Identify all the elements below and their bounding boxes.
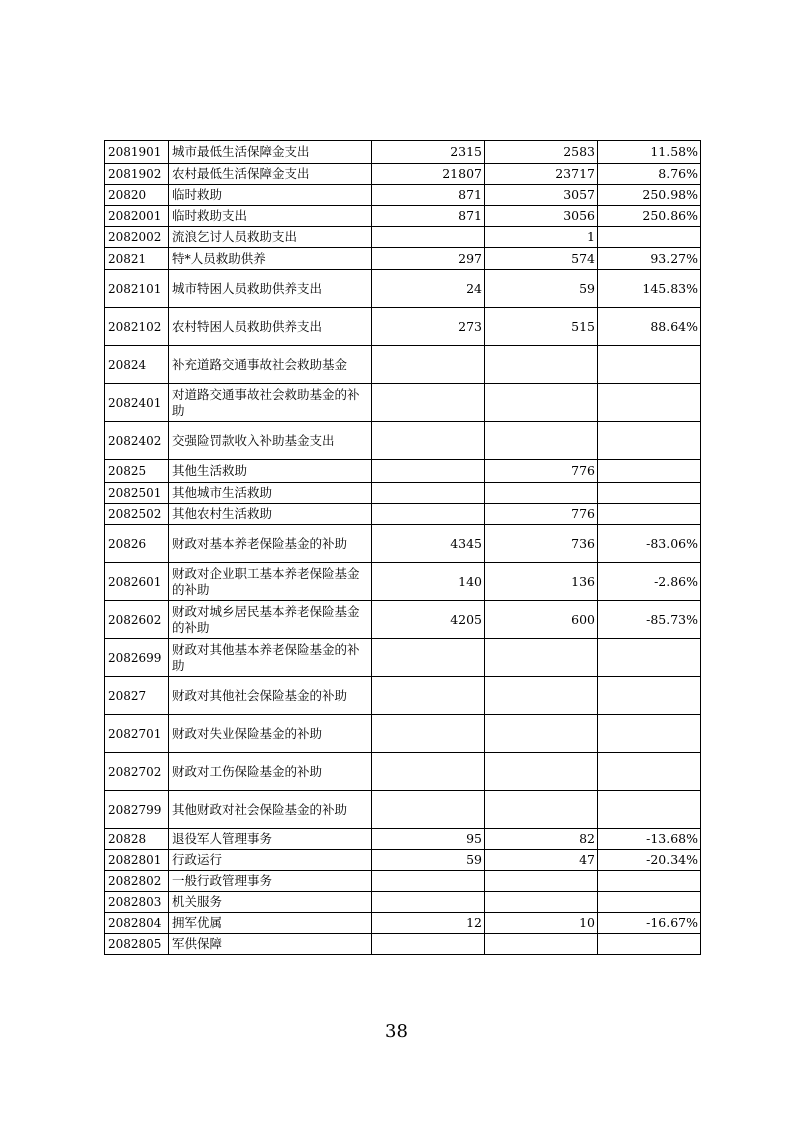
row-name: 城市特困人员救助供养支出 [169,270,372,308]
row-value-current: 82 [485,829,598,850]
row-value-current [485,677,598,715]
table-row [105,346,701,384]
table-row [105,677,701,715]
row-code: 2082101 [105,270,169,308]
row-value-prior: 21807 [372,164,485,185]
row-code: 2082102 [105,308,169,346]
row-change-pct: -2.86% [598,563,701,601]
row-change-pct [598,384,701,422]
page-number: 38 [385,1021,408,1042]
row-name: 财政对工伤保险基金的补助 [169,753,372,791]
row-code: 20820 [105,185,169,206]
row-change-pct [598,791,701,829]
row-code: 2082805 [105,934,169,955]
row-value-prior [372,346,485,384]
row-name: 财政对其他社会保险基金的补助 [169,677,372,715]
row-value-prior: 24 [372,270,485,308]
budget-table-body [105,141,701,955]
row-change-pct: -83.06% [598,525,701,563]
row-code: 2082502 [105,504,169,525]
row-code: 2082701 [105,715,169,753]
row-value-prior: 12 [372,913,485,934]
row-value-prior [372,504,485,525]
row-change-pct: 145.83% [598,270,701,308]
row-value-prior [372,384,485,422]
table-row [105,892,701,913]
row-value-prior: 4205 [372,601,485,639]
row-code: 2081901 [105,141,169,164]
row-name: 行政运行 [169,850,372,871]
row-value-current: 47 [485,850,598,871]
row-change-pct: 250.98% [598,185,701,206]
row-name: 城市最低生活保障金支出 [169,141,372,164]
row-value-current: 776 [485,504,598,525]
row-change-pct [598,460,701,483]
row-change-pct: 250.86% [598,206,701,227]
row-code: 2082801 [105,850,169,871]
row-value-current [485,346,598,384]
row-value-current [485,934,598,955]
table-row [105,639,701,677]
row-name: 一般行政管理事务 [169,871,372,892]
table-row [105,913,701,934]
row-value-current: 59 [485,270,598,308]
table-row [105,934,701,955]
row-change-pct [598,227,701,248]
row-name: 流浪乞讨人员救助支出 [169,227,372,248]
row-code: 20824 [105,346,169,384]
row-value-prior: 4345 [372,525,485,563]
table-row [105,715,701,753]
table-row [105,504,701,525]
row-change-pct [598,422,701,460]
row-value-current: 515 [485,308,598,346]
row-code: 2082501 [105,483,169,504]
row-value-prior [372,892,485,913]
row-change-pct: -20.34% [598,850,701,871]
row-value-prior [372,753,485,791]
row-name: 拥军优属 [169,913,372,934]
row-name: 机关服务 [169,892,372,913]
row-code: 20827 [105,677,169,715]
row-value-prior [372,639,485,677]
row-code: 2082799 [105,791,169,829]
row-code: 20826 [105,525,169,563]
row-code: 2081902 [105,164,169,185]
table-row [105,753,701,791]
row-value-current [485,384,598,422]
table-row [105,483,701,504]
table-row [105,164,701,185]
row-value-prior [372,460,485,483]
table-row [105,185,701,206]
row-value-prior: 95 [372,829,485,850]
row-change-pct [598,753,701,791]
row-name: 退役军人管理事务 [169,829,372,850]
row-value-current [485,871,598,892]
table-row [105,206,701,227]
row-value-current [485,753,598,791]
row-code: 2082804 [105,913,169,934]
table-row [105,601,701,639]
row-value-current: 3056 [485,206,598,227]
row-name: 军供保障 [169,934,372,955]
row-value-prior: 273 [372,308,485,346]
row-name: 财政对企业职工基本养老保险基金的补助 [169,563,372,601]
table-row [105,248,701,270]
row-name: 补充道路交通事故社会救助基金 [169,346,372,384]
budget-table [104,140,701,955]
table-row [105,141,701,164]
table-row [105,525,701,563]
row-value-current: 574 [485,248,598,270]
row-name: 临时救助支出 [169,206,372,227]
row-change-pct: -13.68% [598,829,701,850]
row-name: 财政对失业保险基金的补助 [169,715,372,753]
row-change-pct [598,346,701,384]
row-name: 临时救助 [169,185,372,206]
row-name: 其他城市生活救助 [169,483,372,504]
row-value-prior: 297 [372,248,485,270]
row-value-current: 1 [485,227,598,248]
row-code: 2082802 [105,871,169,892]
row-change-pct: 88.64% [598,308,701,346]
row-value-prior [372,483,485,504]
row-change-pct: 8.76% [598,164,701,185]
row-value-current: 2583 [485,141,598,164]
row-value-prior [372,715,485,753]
row-change-pct [598,934,701,955]
row-change-pct: 93.27% [598,248,701,270]
row-change-pct: -16.67% [598,913,701,934]
row-value-prior: 871 [372,206,485,227]
table-row [105,227,701,248]
row-name: 其他农村生活救助 [169,504,372,525]
row-code: 2082601 [105,563,169,601]
row-change-pct [598,715,701,753]
row-value-prior: 871 [372,185,485,206]
row-value-current: 10 [485,913,598,934]
row-code: 2082402 [105,422,169,460]
row-change-pct [598,639,701,677]
row-change-pct [598,677,701,715]
row-change-pct: -85.73% [598,601,701,639]
table-row [105,270,701,308]
table-row [105,850,701,871]
row-change-pct [598,504,701,525]
row-value-prior [372,422,485,460]
row-name: 其他财政对社会保险基金的补助 [169,791,372,829]
row-change-pct: 11.58% [598,141,701,164]
row-value-prior [372,227,485,248]
row-code: 20825 [105,460,169,483]
row-name: 农村特困人员救助供养支出 [169,308,372,346]
row-code: 20821 [105,248,169,270]
row-name: 财政对城乡居民基本养老保险基金的补助 [169,601,372,639]
row-value-current [485,791,598,829]
row-value-prior [372,791,485,829]
row-value-current: 600 [485,601,598,639]
row-value-prior: 140 [372,563,485,601]
row-value-current: 736 [485,525,598,563]
row-name: 农村最低生活保障金支出 [169,164,372,185]
row-code: 2082001 [105,206,169,227]
row-name: 财政对其他基本养老保险基金的补助 [169,639,372,677]
table-row [105,422,701,460]
row-value-current [485,422,598,460]
row-name: 财政对基本养老保险基金的补助 [169,525,372,563]
row-code: 2082699 [105,639,169,677]
row-change-pct [598,483,701,504]
row-value-current: 776 [485,460,598,483]
row-value-prior: 2315 [372,141,485,164]
row-code: 20828 [105,829,169,850]
row-value-current [485,715,598,753]
row-value-current [485,892,598,913]
row-value-current [485,639,598,677]
table-row [105,829,701,850]
table-row [105,308,701,346]
row-name: 特*人员救助供养 [169,248,372,270]
table-row [105,460,701,483]
row-value-current [485,483,598,504]
row-value-current: 3057 [485,185,598,206]
row-value-prior [372,934,485,955]
row-change-pct [598,871,701,892]
row-value-current: 23717 [485,164,598,185]
row-value-current: 136 [485,563,598,601]
table-row [105,563,701,601]
row-code: 2082002 [105,227,169,248]
row-value-prior [372,871,485,892]
row-value-prior [372,677,485,715]
row-code: 2082602 [105,601,169,639]
row-code: 2082803 [105,892,169,913]
row-value-prior: 59 [372,850,485,871]
table-row [105,791,701,829]
table-row [105,871,701,892]
row-name: 交强险罚款收入补助基金支出 [169,422,372,460]
row-name: 其他生活救助 [169,460,372,483]
table-row [105,384,701,422]
row-code: 2082702 [105,753,169,791]
row-name: 对道路交通事故社会救助基金的补助 [169,384,372,422]
row-change-pct [598,892,701,913]
row-code: 2082401 [105,384,169,422]
